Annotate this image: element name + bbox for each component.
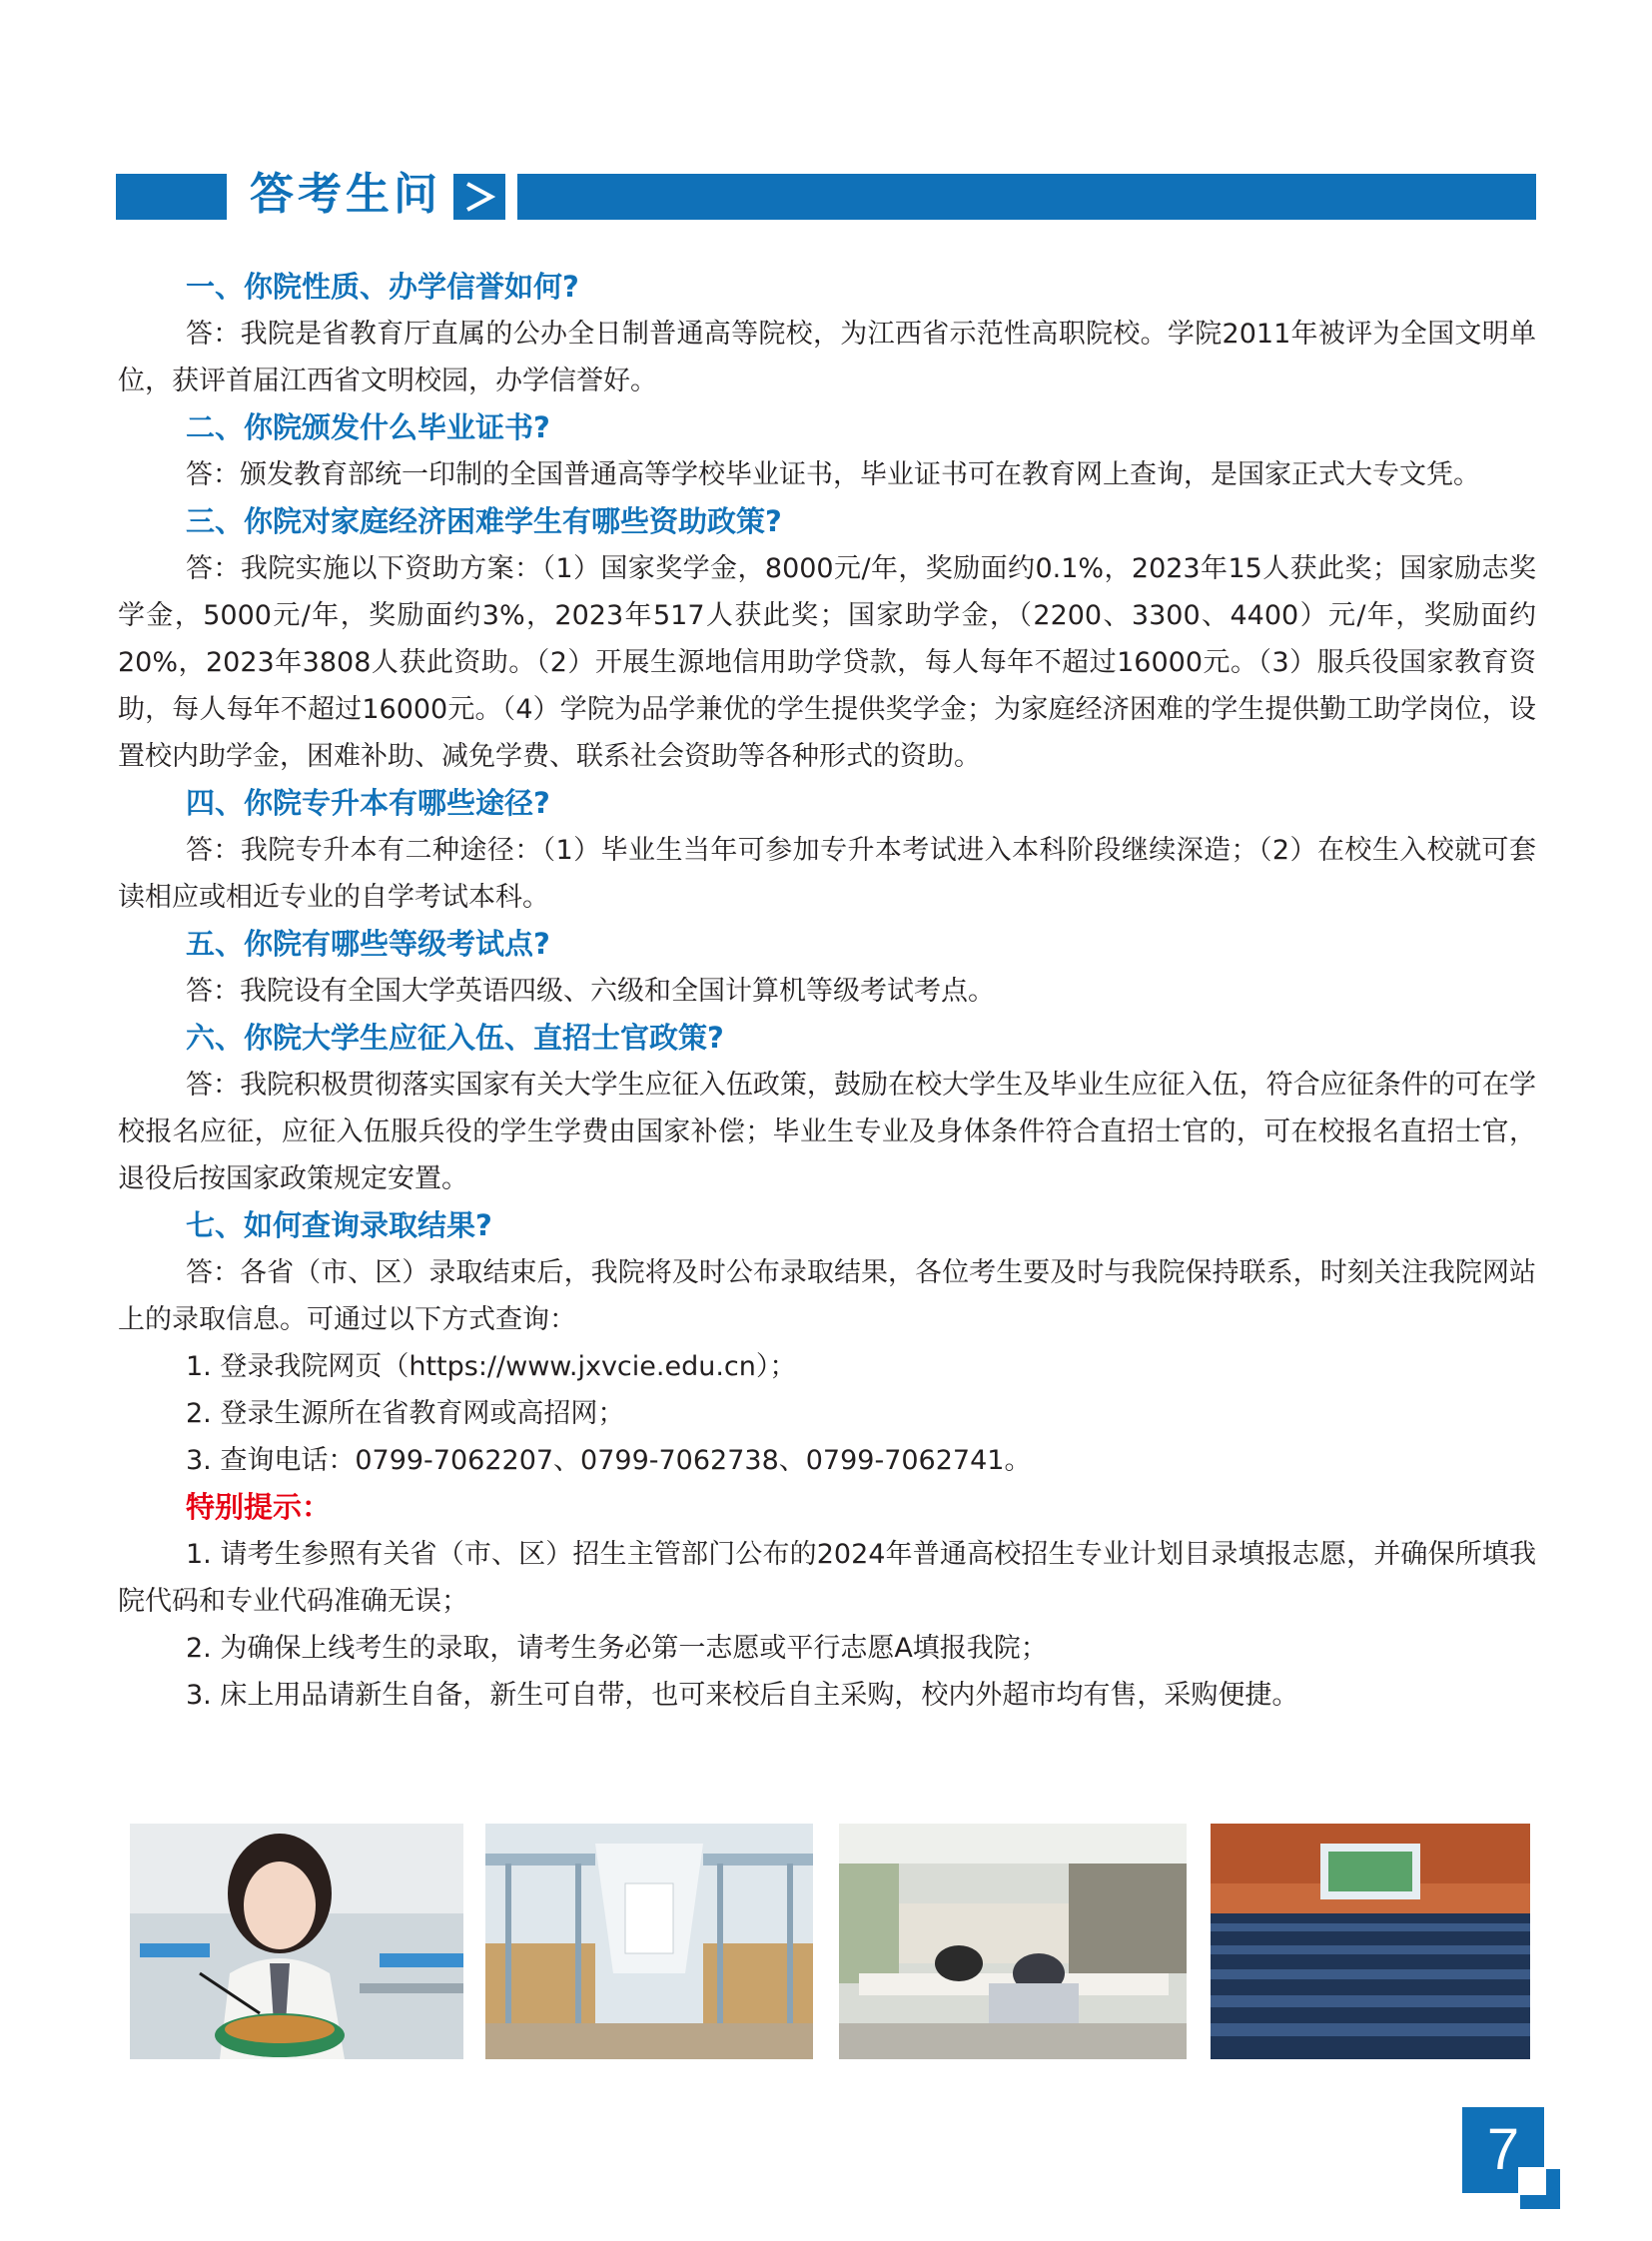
question: 七、如何查询录取结果?	[186, 1208, 492, 1242]
canteen-photo	[130, 1824, 463, 2059]
header-bar-left	[116, 174, 227, 220]
tip-item: 1. 请考生参照有关省（市、区）招生主管部门公布的2024年普通高校招生专业计划目录填报志愿，并确保所填我院代码和专业代码准确无误；	[118, 1539, 1536, 1617]
question: 二、你院颁发什么毕业证书?	[186, 410, 550, 444]
faq-item	[118, 780, 1536, 921]
question: 六、你院大学生应征入伍、直招士官政策?	[186, 1021, 724, 1055]
faq-item	[118, 498, 1536, 780]
tip-item: 3. 床上用品请新生自备，新生可自带，也可来校后自主采购，校内外超市均有售，采购便捷。	[186, 1680, 1299, 1711]
faq-item	[118, 404, 1536, 498]
question: 五、你院有哪些等级考试点?	[186, 927, 550, 961]
answer: 答：颁发教育部统一印制的全国普通高等学校毕业证书，毕业证书可在教育网上查询，是国家正式大专文凭。	[186, 459, 1480, 490]
page-number: 7	[1486, 2117, 1520, 2182]
answer: 答：我院设有全国大学英语四级、六级和全国计算机等级考试考点。	[186, 976, 995, 1007]
tip-item: 2. 为确保上线考生的录取，请考生务必第一志愿或平行志愿A填报我院；	[186, 1633, 1048, 1664]
question: 三、你院对家庭经济困难学生有哪些资助政策?	[186, 504, 782, 538]
auditorium-photo	[1211, 1824, 1530, 2059]
chevron-right-icon	[453, 174, 505, 220]
faq-content	[118, 264, 1536, 1719]
query-method: 3. 查询电话：0799-7062207、0799-7062738、0799-7062741。	[186, 1445, 1032, 1476]
answer: 答：我院专升本有二种途径：（1）毕业生当年可参加专升本考试进入本科阶段继续深造；（2）在校生入校就可套读相应或相近专业的自学考试本科。	[118, 835, 1536, 913]
query-method: 2. 登录生源所在省教育网或高招网；	[186, 1398, 625, 1429]
faq-item	[118, 1015, 1536, 1202]
page-title: 答考生问	[250, 169, 441, 220]
tips-heading: 特别提示：	[186, 1490, 332, 1524]
answer: 答：各省（市、区）录取结束后，我院将及时公布录取结果，各位考生要及时与我院保持联系，时刻关注我院网站上的录取信息。可通过以下方式查询：	[118, 1257, 1536, 1335]
header-bar-right	[517, 174, 1536, 220]
faq-item	[118, 264, 1536, 404]
question: 四、你院专升本有哪些途径?	[186, 786, 550, 820]
dormitory-photo	[485, 1824, 813, 2059]
answer: 答：我院实施以下资助方案：（1）国家奖学金，8000元/年，奖励面约0.1%，2023年15人获此奖；国家励志奖学金，5000元/年，奖励面约3%，2023年517人获此奖；国家助学金，（2200、3300、4400）元/年，奖励面约20%，2023年3808人获此资助。（2）开展生源地信用助学贷款，每人每年不超过16000元。（3）服兵役国家教育资助，每人每年不超过16000元。（4）学院为品学兼优的学生提供奖学金；为家庭经济困难的学生提供勤工助学岗位，设置校内助学金，困难补助、减免学费、联系社会资助等各种形式的资助。	[118, 553, 1536, 772]
library-photo	[839, 1824, 1187, 2059]
faq-item	[118, 1202, 1536, 1484]
question: 一、你院性质、办学信誉如何?	[186, 270, 579, 304]
query-method: 1. 登录我院网页（https://www.jxvcie.edu.cn）；	[186, 1351, 797, 1382]
answer: 答：我院是省教育厅直属的公办全日制普通高等院校，为江西省示范性高职院校。学院2011年被评为全国文明单位，获评首届江西省文明校园，办学信誉好。	[118, 319, 1536, 396]
answer: 答：我院积极贯彻落实国家有关大学生应征入伍政策，鼓励在校大学生及毕业生应征入伍，符合应征条件的可在学校报名应征，应征入伍服兵役的学生学费由国家补偿；毕业生专业及身体条件符合直招士官的，可在校报名直招士官，退役后按国家政策规定安置。	[118, 1070, 1536, 1194]
faq-item	[118, 921, 1536, 1015]
